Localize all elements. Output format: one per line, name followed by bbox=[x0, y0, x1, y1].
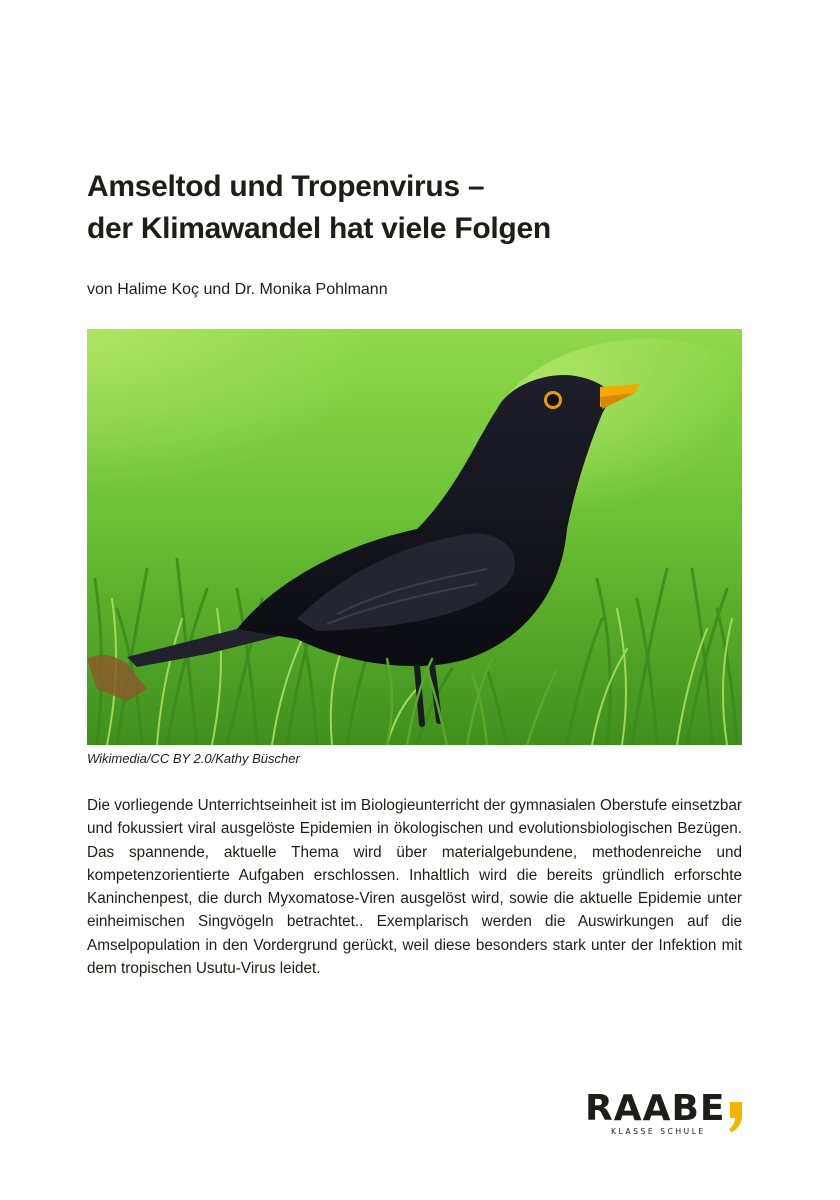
title-line-1: Amseltod und Tropenvirus – bbox=[87, 170, 485, 203]
raabe-logo bbox=[585, 1090, 750, 1140]
logo-tagline: KLASSE SCHULE bbox=[611, 1127, 706, 1136]
image-credit: Wikimedia/CC BY 2.0/Kathy Büscher bbox=[87, 751, 300, 766]
logo-wordmark: RAABE bbox=[585, 1088, 726, 1129]
authors-line: von Halime Koç und Dr. Monika Pohlmann bbox=[87, 281, 388, 298]
logo-comma-mark bbox=[728, 1102, 744, 1132]
document-title bbox=[87, 166, 747, 250]
intro-paragraph: Die vorliegende Unterrichtseinheit ist im Biologieunterricht der gymnasialen Oberstufe einsetzbar und fokussiert viral ausgelöste Epidemien in ökologischen und evolutionsbiologischen Bezügen. Das spannende, aktuelle Thema wird über materialgebundene, methodenreiche und kompetenzorientierte Aufgaben erschlossen. Inhaltlich wird die bereits gründlich erforschte Kaninchenpest, die durch Myxomatose-Viren ausgelöst wird, sowie die aktuelle Epidemie unter einheimischen Singvögeln betrachtet.. Exemplarisch werden die Auswirkungen auf die Amselpopulation in den Vordergrund gerückt, weil diese besonders stark unter der Infektion mit dem tropischen Usutu-Virus leidet. bbox=[87, 797, 742, 978]
blackbird-photo bbox=[87, 329, 742, 745]
title-line-2: der Klimawandel hat viele Folgen bbox=[87, 212, 551, 245]
